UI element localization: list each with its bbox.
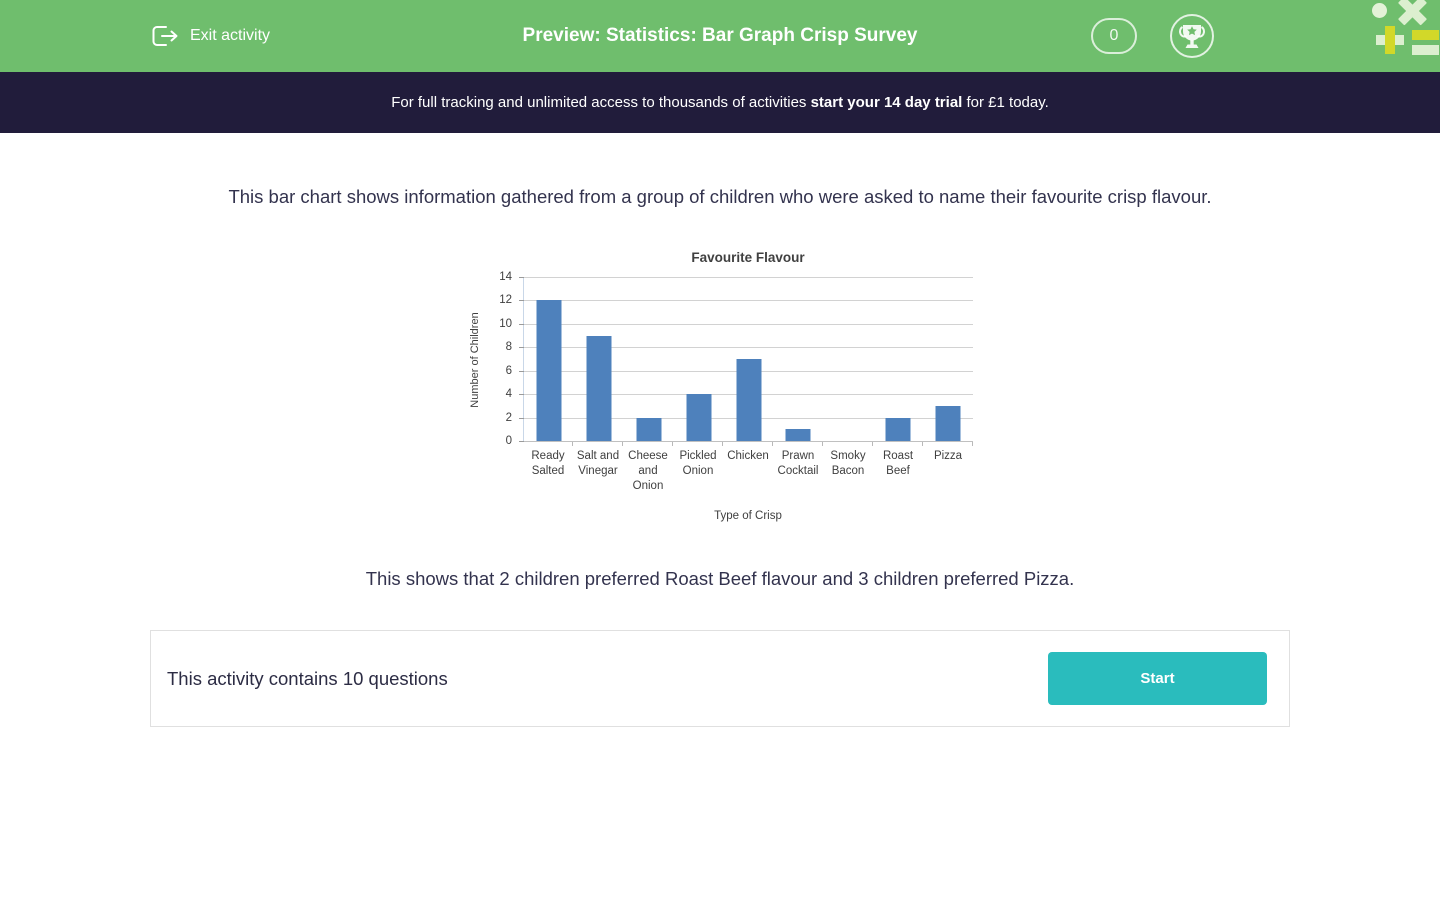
bar-slot: [574, 277, 624, 441]
y-tick-label: 6: [505, 364, 512, 377]
x-axis-tick-cell: [873, 442, 923, 446]
bar-slot: [624, 277, 674, 441]
trophy-button[interactable]: [1169, 13, 1215, 59]
y-tick-label: 2: [505, 411, 512, 424]
exit-activity-label: Exit activity: [190, 27, 271, 44]
trial-text-after: for £1 today.: [962, 94, 1049, 111]
x-category-label: Chicken: [727, 450, 769, 462]
chart-plot: [499, 271, 973, 447]
chart-bar-prawn-cocktail: [786, 429, 811, 441]
bar-chart: [467, 250, 973, 522]
trial-text-before: For full tracking and unlimited access to thousands of activities: [391, 94, 811, 111]
x-axis-title: Type of Crisp: [714, 510, 782, 522]
x-axis-tick-cell: [673, 442, 723, 446]
bar-slot: [773, 277, 823, 441]
chart-bar-cheese-and-onion: [636, 418, 661, 441]
score-counter[interactable]: 0: [1091, 18, 1137, 54]
x-axis-category-labels: [523, 449, 973, 494]
trophy-icon: [1169, 13, 1215, 59]
x-category-label: Salt and Vinegar: [576, 450, 620, 477]
chart-bar-roast-beef: [886, 418, 911, 441]
x-category-label: Cheese and Onion: [628, 450, 668, 492]
main-content: [0, 181, 1440, 727]
x-axis-tick-cell: [723, 442, 773, 446]
trial-banner-text: [391, 94, 1049, 111]
trial-banner: [0, 72, 1440, 133]
activity-info: This activity contains 10 questions: [167, 667, 448, 689]
y-tick-label: 12: [499, 294, 512, 307]
y-tick-label: 14: [499, 271, 512, 283]
logo-dot-icon: [1372, 3, 1387, 18]
x-category-label: Pizza: [933, 450, 963, 462]
y-tick-label: 4: [505, 388, 512, 401]
chart-title: Favourite Flavour: [691, 250, 805, 265]
bar-slot: [674, 277, 724, 441]
app-header: [0, 0, 1440, 72]
exit-icon: [150, 23, 180, 49]
exit-activity-button[interactable]: [150, 23, 270, 49]
bar-slot: [823, 277, 873, 441]
brand-logo: [1368, 0, 1440, 64]
logo-plus-icon: [1376, 26, 1404, 54]
y-tick-label: 10: [499, 317, 512, 330]
bar-slot: [873, 277, 923, 441]
explanation-text: This shows that 2 children preferred Roast Beef flavour and 3 children preferred Pizza.: [365, 568, 1075, 589]
y-tick-label: 0: [505, 435, 512, 447]
bar-slot: [923, 277, 973, 441]
chart-bar-salt-and-vinegar: [586, 336, 611, 441]
logo-equals-icon: [1412, 30, 1439, 54]
chart-bar-pickled-onion: [686, 394, 711, 441]
x-axis-tick-cell: [773, 442, 823, 446]
chart-bar-chicken: [736, 359, 761, 441]
start-button[interactable]: Start: [1048, 652, 1267, 705]
x-axis-tick-cell: [823, 442, 873, 446]
x-axis-tick-cell: [623, 442, 673, 446]
chart-bar-ready-salted: [536, 300, 561, 441]
bar-slot: [524, 277, 574, 441]
trial-text-bold: start your 14 day trial: [810, 94, 963, 111]
y-axis-title: Number of Children: [469, 311, 481, 408]
intro-text: This bar chart shows information gathered from a group of children who were asked to name their favourite crisp flavour.: [228, 186, 1212, 207]
chart-bar-pizza: [936, 406, 961, 441]
y-axis-tick: [519, 441, 524, 442]
x-category-label: Ready Salted: [531, 450, 565, 477]
x-axis-tick-cell: [573, 442, 623, 446]
x-axis-tick-cell: [523, 442, 573, 446]
x-category-label: Smoky Bacon: [830, 450, 866, 477]
x-category-label: Prawn Cocktail: [777, 450, 819, 477]
x-category-label: Pickled Onion: [679, 450, 717, 477]
logo-multiply-icon: [1398, 0, 1426, 25]
x-axis-tick-cell: [923, 442, 973, 446]
y-tick-label: 8: [505, 341, 512, 354]
bar-slot: [724, 277, 774, 441]
activity-card: [150, 630, 1290, 727]
x-axis-ticks: [523, 442, 973, 446]
x-category-label: Roast Beef: [882, 450, 914, 477]
page-title: Preview: Statistics: Bar Graph Crisp Survey: [522, 25, 918, 46]
